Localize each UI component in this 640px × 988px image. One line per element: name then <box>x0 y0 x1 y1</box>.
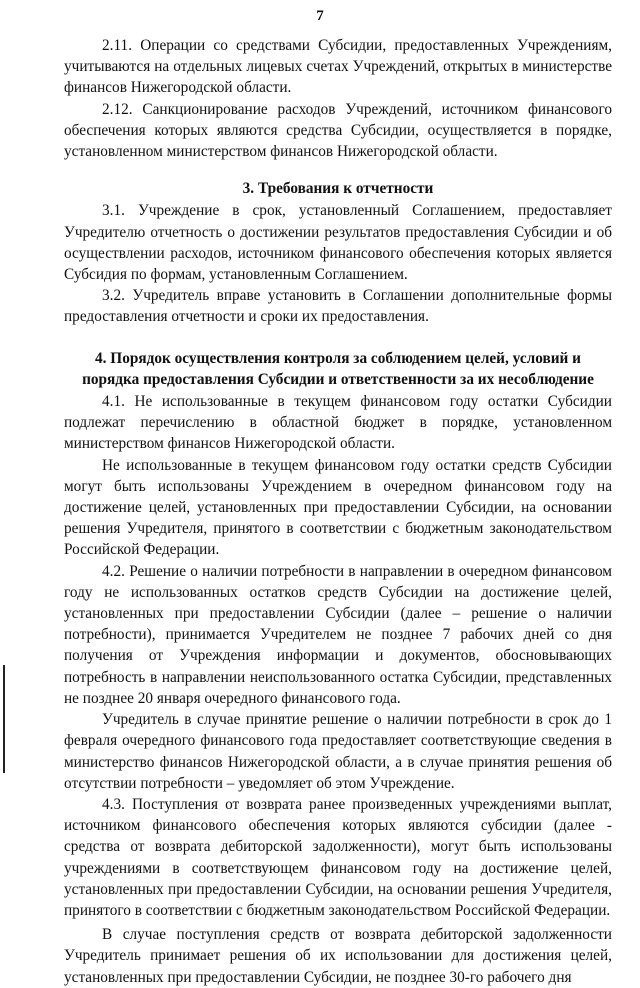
section-4-title-line-1: 4. Порядок осуществления контроля за соблюдением целей, условий и <box>95 349 581 367</box>
paragraph-4-3-continued: В случае поступления средств от возврата дебиторской задолженности Учредитель принимает решения об их использовании для достижения целей, установленных при предоставлении Субсидии, не позднее 30-го рабочего дня <box>64 926 612 986</box>
paragraph-4-2: 4.2. Решение о наличии потребности в направлении в очередном финансовом году не использованных остатков средств Субсидии на достижение целей, установленных при предоставлении Субсидии (далее – решение о наличии потребности), принимается Учредителем не позднее 7 рабочих дней со дня получения от Учреждения информации и документов, обосновывающих потребность в направлении неиспользованного остатка Субсидии, представленных не позднее 20 января очередного финансового года. <box>64 562 612 707</box>
section-4-title-line-2: порядка предоставления Субсидии и ответственности за их несоблюдение <box>82 370 594 388</box>
section-3-title: 3. Требования к отчетности <box>242 180 434 198</box>
scan-margin-mark <box>3 665 5 773</box>
paragraph-2-11: 2.11. Операции со средствами Субсидии, предоставленных Учреждениям, учитываются на отдельных лицевых счетах Учреждений, открытых в министерстве финансов Нижегородской области. <box>64 37 612 97</box>
paragraph-3-1: 3.1. Учреждение в срок, установленный Соглашением, предоставляет Учредителю отчетность о достижении результатов предоставления Субсидии и об осуществлении расходов, источником финансового обеспечения которых является Субсидия по формам, установленным Соглашением. <box>64 202 612 284</box>
page-number: 7 <box>316 8 324 24</box>
paragraph-4-1: 4.1. Не использованные в текущем финансовом году остатки Субсидии подлежат перечислению в областной бюджет в порядке, установленном министерством финансов Нижегородской области. <box>64 393 612 453</box>
section-4-title <box>64 348 612 390</box>
paragraph-4-1-continued: Не использованные в текущем финансовом году остатки средств Субсидии могут быть использованы Учреждением в очередном финансовом году на достижение целей, установленных при предоставлении Субсидии, на основании решения Учредителя, принятого в соответствии с бюджетным законодательством Российской Федерации. <box>64 456 612 559</box>
document-body <box>64 35 612 988</box>
paragraph-4-3: 4.3. Поступления от возврата ранее произведенных учреждениями выплат, источником финансового обеспечения которых являются субсидии (далее - средства от возврата дебиторской задолженности), могут быть использованы учреждениями в соответствующем финансовом году на достижение целей, установленных при предоставлении Субсидии, на основании решения Учредителя, принятого в соответствии с бюджетным законодательством Российской Федерации. <box>64 795 612 919</box>
paragraph-4-2-continued: Учредитель в случае принятие решение о наличии потребности в срок до 1 февраля очередного финансового года предоставляет соответствующие сведения в министерство финансов Нижегородской области, а в случае принятия решения об отсутствии потребности – уведомляет об этом Учреждение. <box>64 711 612 792</box>
paragraph-2-12: 2.12. Санкционирование расходов Учреждений, источником финансового обеспечения которых являются средства Субсидии, осуществляется в порядке, установленном министерством финансов Нижегородской области. <box>64 100 612 161</box>
paragraph-3-2: 3.2. Учредитель вправе установить в Соглашении дополнительные формы предоставления отчетности и сроки их предоставления. <box>64 287 612 326</box>
